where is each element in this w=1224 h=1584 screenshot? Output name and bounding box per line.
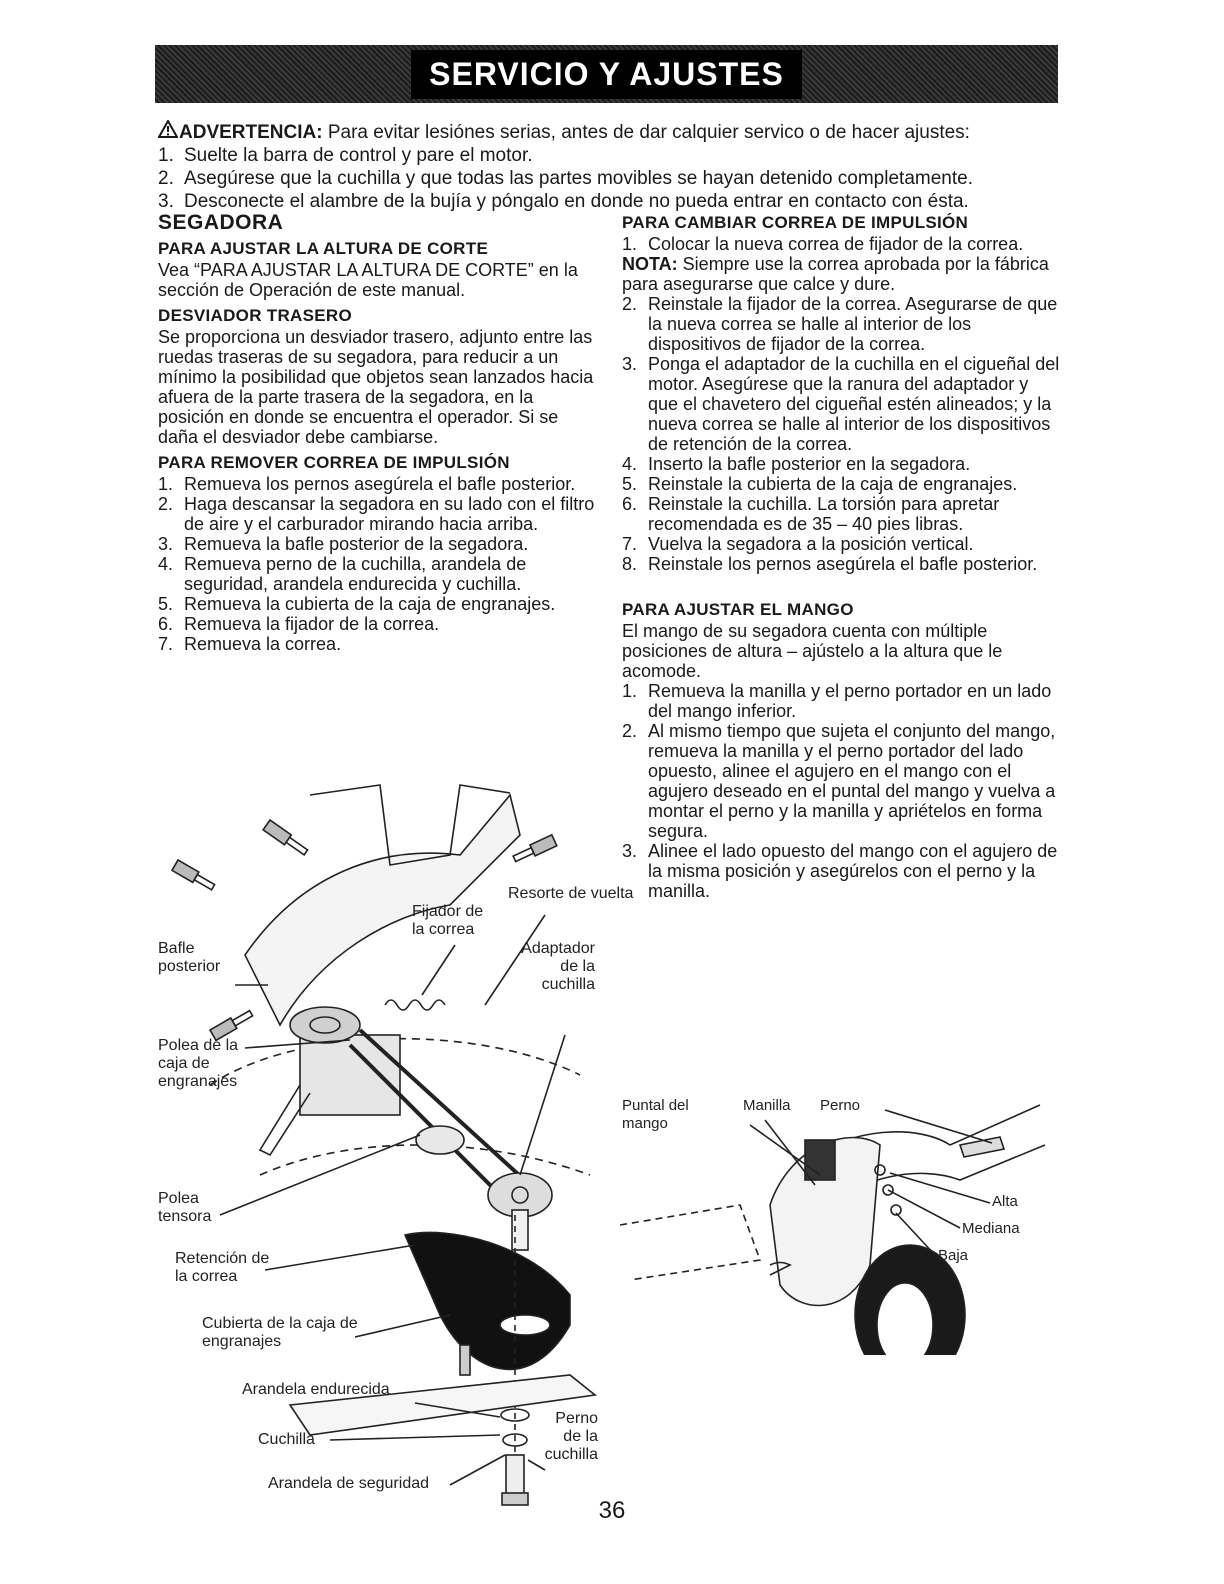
item-text: Asegúrese que la cuchilla y que todas las partes movibles se hayan detenido completamente. [184, 168, 973, 189]
item-number: 4. [158, 554, 174, 574]
label-fijador: Fijador de la correa [412, 903, 484, 938]
item-number: 2. [158, 168, 174, 189]
label-puntal-mango: Puntal del mango [622, 1097, 689, 1132]
item-number: 2. [622, 721, 638, 741]
heading-altura: PARA AJUSTAR LA ALTURA DE CORTE [158, 239, 489, 258]
list-item [158, 144, 1078, 167]
item-number: 5. [158, 594, 174, 614]
list-item [622, 454, 1062, 474]
warning-triangle-icon [158, 120, 178, 144]
nota-text: Siempre use la correa aprobada por la fábrica para asegurarse que calce y dure. [622, 254, 1049, 294]
list-item [622, 841, 1062, 901]
list-item [158, 614, 598, 634]
mango-text: El mango de su segadora cuenta con múltiple posiciones de altura – ajústelo a la altura que le acomode. [622, 621, 1003, 681]
list-item [622, 534, 1062, 554]
item-text: Colocar la nueva correa de fijador de la correa. [648, 234, 1024, 254]
list-item [622, 554, 1062, 574]
list-item [622, 474, 1062, 494]
page-header-banner [155, 45, 1058, 103]
list-item [158, 474, 598, 494]
item-text: Ponga el adaptador de la cuchilla en el cigueñal del motor. Asegúrese que la ranura del adaptador y que el chavetero del cigueñal estén alineados; y la nueva correa se halle al interior de los dispositivos de retención de la correa. [648, 354, 1060, 454]
list-item [622, 294, 1062, 354]
page-number: 36 [598, 1497, 626, 1524]
label-retencion: Retención de la correa [175, 1250, 270, 1285]
item-text: Haga descansar la segadora en su lado con el filtro de aire y el carburador mirando hacia arriba. [184, 494, 595, 534]
list-item [622, 354, 1062, 454]
label-resorte: Resorte de vuelta [508, 885, 634, 902]
item-number: 2. [622, 294, 638, 314]
section-title-segadora: SEGADORA [158, 211, 284, 234]
list-item [622, 681, 1062, 721]
list-item [158, 634, 598, 654]
item-text: Remueva la manilla y el perno portador en un lado del mango inferior. [648, 681, 1052, 721]
item-number: 3. [158, 191, 174, 212]
warning-intro [158, 120, 1078, 144]
desviador-text: Se proporciona un desviador trasero, adjunto entre las ruedas traseras de su segadora, para reducir a un mínimo la posibilidad que objetos sean lanzados hacia afuera de la parte trasera de la segadora, en la posición en donde se encuentra el operador. Si se daña el desviador debe cambiarse. [158, 327, 594, 447]
list-item [158, 594, 598, 614]
page-title: SERVICIO Y AJUSTES [411, 50, 802, 99]
item-text: Suelte la barra de control y pare el motor. [184, 145, 533, 166]
item-number: 4. [622, 454, 638, 474]
item-number: 1. [622, 681, 638, 701]
warning-text: Para evitar lesiónes serias, antes de dar calquier servico o de hacer ajustes: [327, 122, 970, 143]
heading-desviador: DESVIADOR TRASERO [158, 306, 353, 325]
cambiar-list-b [622, 294, 1062, 574]
item-number: 7. [158, 634, 174, 654]
item-number: 3. [622, 354, 638, 374]
warning-label: ADVERTENCIA: [179, 122, 323, 143]
list-item [158, 494, 598, 534]
heading-ajustar-mango: PARA AJUSTAR EL MANGO [622, 600, 854, 619]
warning-list [158, 144, 1078, 213]
item-text: Remueva perno de la cuchilla, arandela de seguridad, arandela endurecida y cuchilla. [184, 554, 527, 594]
item-text: Reinstale los pernos asegúrela el bafle posterior. [648, 554, 1038, 574]
item-number: 7. [622, 534, 638, 554]
label-manilla: Manilla [743, 1097, 791, 1114]
label-adaptador: Adaptador de la cuchilla [521, 940, 595, 993]
label-perno: Perno [820, 1097, 861, 1114]
warning-block [158, 120, 1078, 213]
label-baja: Baja [938, 1247, 969, 1264]
item-text: Reinstale la fijador de la correa. Asegurarse de que la nueva correa se halle al interior de los dispositivos de fijador de la correa. [648, 294, 1058, 354]
label-mediana: Mediana [962, 1220, 1020, 1237]
left-column [158, 213, 598, 654]
list-item [158, 190, 1078, 213]
item-text: Reinstale la cuchilla. La torsión para apretar recomendada es de 35 – 40 pies libras. [648, 494, 1000, 534]
item-text: Al mismo tiempo que sujeta el conjunto del mango, remueva la manilla y el perno portador del lado opuesto, alinee el agujero en el mango con el agujero deseado en el puntal del mango y vuelva a montar el perno y la manilla y apriételos en forma segura. [648, 721, 1056, 841]
label-polea-caja: Polea de la caja de engranajes [158, 1037, 239, 1090]
list-item [622, 494, 1062, 534]
cambiar-list-a [622, 234, 1062, 254]
list-item [158, 534, 598, 554]
item-text: Desconecte el alambre de la bujía y póngalo en donde no pueda entrar en contacto con ésta. [184, 191, 969, 212]
label-cuchilla: Cuchilla [258, 1431, 315, 1448]
label-arandela-seguridad: Arandela de seguridad [268, 1475, 430, 1492]
label-perno-cuchilla: Perno de la cuchilla [544, 1410, 598, 1463]
item-text: Remueva la bafle posterior de la segadora. [184, 534, 529, 554]
item-number: 1. [622, 234, 638, 254]
item-text: Remueva la fijador de la correa. [184, 614, 440, 634]
item-number: 6. [622, 494, 638, 514]
item-number: 3. [622, 841, 638, 861]
item-number: 1. [158, 145, 174, 166]
nota [622, 254, 1062, 294]
item-number: 1. [158, 474, 174, 494]
label-arandela-endurecida: Arandela endurecida [242, 1381, 390, 1398]
item-number: 3. [158, 534, 174, 554]
heading-remover-correa: PARA REMOVER CORREA DE IMPULSIÓN [158, 453, 510, 472]
list-item [158, 554, 598, 594]
altura-text: Vea “PARA AJUSTAR LA ALTURA DE CORTE” en la sección de Operación de este manual. [158, 260, 578, 300]
nota-label: NOTA: [622, 254, 678, 274]
spacer [622, 574, 1062, 594]
list-item [622, 234, 1062, 254]
list-item [158, 167, 1078, 190]
right-column [622, 213, 1062, 901]
item-number: 6. [158, 614, 174, 634]
handle-adjust-diagram [620, 1085, 1050, 1355]
remover-list [158, 474, 598, 654]
label-alta: Alta [992, 1193, 1018, 1210]
item-text: Alinee el lado opuesto del mango con el agujero de la misma posición y asegúrelos con el perno y la manilla. [648, 841, 1058, 901]
item-number: 8. [622, 554, 638, 574]
heading-cambiar-correa: PARA CAMBIAR CORREA DE IMPULSIÓN [622, 213, 969, 232]
label-cubierta: Cubierta de la caja de engranajes [202, 1315, 358, 1350]
item-text: Vuelva la segadora a la posición vertical. [648, 534, 974, 554]
item-number: 2. [158, 494, 174, 514]
list-item [622, 721, 1062, 841]
label-polea-tensora: Polea tensora [158, 1190, 212, 1225]
item-text: Remueva la correa. [184, 634, 342, 654]
label-bafle: Bafle posterior [158, 940, 221, 975]
item-text: Reinstale la cubierta de la caja de engranajes. [648, 474, 1018, 494]
item-text: Remueva los pernos asegúrela el bafle posterior. [184, 474, 576, 494]
item-text: Remueva la cubierta de la caja de engranajes. [184, 594, 556, 614]
item-text: Inserto la bafle posterior en la segadora. [648, 454, 971, 474]
mango-list [622, 681, 1062, 901]
item-number: 5. [622, 474, 638, 494]
